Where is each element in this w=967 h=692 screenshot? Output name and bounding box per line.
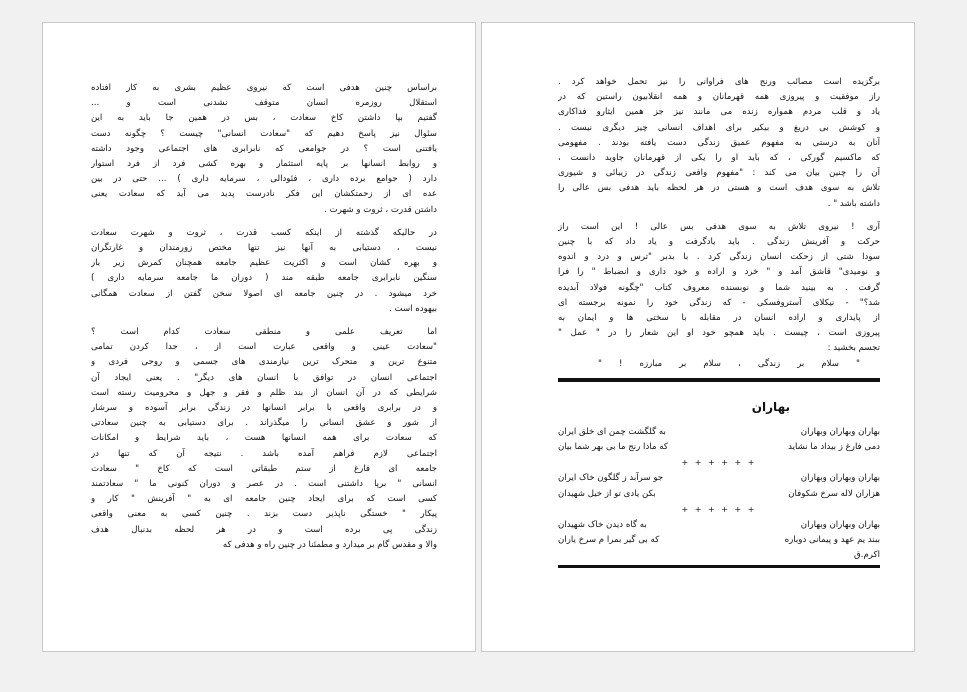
text-line: راز موفقیت و پیروزی همه قهرمانان و همه انقلابیون راستین که در (558, 92, 880, 103)
text-line: انسانی " برپا داشتنی است . در عصر و دوران کنونی ما " سعادتمند (91, 479, 437, 490)
text-line: براساس چنین هدفی است که نیروی عظیم بشری به کار افتاده (91, 83, 437, 93)
text-line: داشتن قدرت ، ثروت و شهرت . (324, 204, 437, 215)
text-line: آن را چنین بیان می کند : "مفهوم واقعی زندگی در زیبائی و شیوری (558, 168, 880, 179)
poem-verse (558, 440, 880, 455)
right-page-text (558, 75, 880, 568)
verse-first-half: بهاران وبهاران وبهاران (800, 473, 880, 484)
slogan-underline (558, 378, 880, 382)
text-line: سئوال نیز پاسخ دهیم که "سعادت انسانی" چیست ؟ چگونه دست (91, 128, 437, 139)
verse-first-half: هزاران لاله سرخ شکوفان (788, 488, 880, 499)
text-line: کسی است که برای ایجاد چنین جامعه ای به " آفرینش " کار و (91, 494, 437, 505)
poem-verse (558, 533, 880, 548)
text-line: استقلال روزمره انسان متوقف نشدنی است و ... (91, 98, 437, 109)
left-page-text (91, 81, 437, 553)
text-line: متنوع ترین و متحرک ترین نیازمندی های جسمی و روحی فردی و (91, 357, 437, 368)
text-line: که ماکسیم گورکی ، که باید او را یکی از قهرمانان جاوید دانست ، (558, 153, 880, 164)
paragraph (558, 75, 880, 212)
text-line: داشته باشد " . (827, 198, 880, 209)
text-line: تجسم بخشید : (827, 343, 880, 354)
text-line: و در برابری واقعی با برابر انسانها در زندگی برابر آسوده و سرشار (91, 403, 437, 414)
stanza-separator: + + + + + + (681, 458, 757, 468)
text-line: اجتماعی لازم فراهم آمده باشد . نتیجه آن که تنها در (91, 448, 437, 459)
verse-first-half: دمی فارغ ز بیداد ما نشاید (788, 442, 880, 453)
text-line: برگزیده است مصائب ورنج های فراوانی را نیز تحمل خواهد کرد . (558, 77, 880, 87)
text-line: شد؟" - نیکلای آستروفسکی - که زندگی خود را نمونه برجسته ای (558, 297, 880, 308)
poem-signature: اکرم.ق (854, 550, 880, 561)
text-line: نیست ، دستیابی به آنها نیز تنها مختص زورمندان و غارتگران (91, 243, 437, 254)
text-line: یاد و قلب مردم همواره زنده می مانند نیز جز همین ایثارو فداکاری (558, 107, 880, 118)
text-line: یافتنی است ؟ در جوامعی که نابرابری های اجتماعی وجود داشته (91, 143, 437, 154)
text-line: آری ! نیروی تلاش به سوی هدفی بس عالی ! این است راز (558, 221, 880, 232)
text-line: که سعادت برای همه انسانها هست ، باید شرایط و امکانات (91, 433, 437, 444)
text-line: والا و مقدس گام بر میدارد و مطمئنا در چنین راه و هدفی که (222, 539, 437, 550)
verse-first-half: ببند یم عهد و پیمانی دوباره (784, 535, 880, 546)
text-line: حرکت و آفرینش زندگی . باید یادگرفت و یاد داد که با چنین (558, 237, 880, 248)
text-line: جامعه ای فارغ از ستم طبقاتی است که کاخ " سعادت (91, 463, 437, 474)
text-line: از پایداری و اراده انسان در مقابله با سختی ها و ایمان به (558, 313, 880, 324)
text-line: تلاش به سوی هدف است و هستی در هر لحظه باید هدفی بس عالی را (558, 183, 880, 194)
paragraph (91, 81, 437, 218)
paragraph (91, 325, 437, 553)
left-page (42, 22, 476, 652)
poem-body (558, 425, 880, 548)
text-line: پیروزی است ، چیست . باید همچو خود او این شعار را در " عمل " (558, 328, 880, 339)
text-line: شرایطی که در آن انسان از بند ظلم و فقر و جهل و محرومیت رسته است (91, 387, 437, 398)
verse-first-half: بهاران وبهاران وبهاران (800, 427, 880, 438)
text-line: از شور و عشق انسانی را میگذراند . برای دستیابی به چنین سعادتی (91, 418, 437, 429)
poem-verse (558, 487, 880, 502)
verse-second-half: به گاه دیدن خاک شهیدان (558, 519, 647, 530)
text-line: پیکار " خستگی ناپذیر دست بزند . چنین کسی به معنی واقعی (91, 509, 437, 520)
right-page-paragraphs (558, 75, 880, 357)
paragraph (558, 220, 880, 357)
verse-second-half: به گلگشت چمن ای خلق ایران (558, 427, 666, 438)
paragraph (91, 226, 437, 317)
text-line: خرد میشود . در چنین جامعه ای اصولا سخن گفتن از سعادت همگانی (91, 288, 437, 299)
text-line: و نومیدی" قاشق آمد و " خرد و اراده و خود داری و انضباط " را فرا (558, 267, 880, 278)
verse-first-half: بهاران وبهاران وبهاران (800, 519, 880, 530)
text-line: و بهره کشان است و اکثریت عظیم جامعه همچنان کمرش زیر بار (91, 258, 437, 269)
text-line: سنگین نابرابری جامعه طبقه مند ( دوران ما جامعه سرمایه داری ) (91, 273, 437, 284)
verse-second-half: بکن یادی تو از خیل شهیدان (558, 488, 656, 499)
stanza-separator: + + + + + + (681, 504, 757, 514)
text-line: آنان به درستی به مفهوم عمیق زندگی دست یافته بودند . مفهومی (558, 137, 880, 148)
text-line: "سعادت عینی و واقعی عبارت است از ، جدا کردن تمامی (91, 342, 437, 353)
poem-verse (558, 518, 880, 533)
text-line: اما تعریف علمی و منطقی سعادت کدام است ؟ (91, 327, 437, 338)
text-line: گرفت . به بینید شما و نوبسنده معروف کتاب "چگونه فولاد آبدیده (558, 282, 880, 293)
right-page (481, 22, 915, 652)
verse-second-half: که بی گیر بمرا م سرخ یاران (558, 535, 660, 546)
poem-title: بهاران (751, 399, 790, 414)
text-line: عده ای از زحمتکشان این فکر نادرست پدید می آید که سعادت یعنی (91, 189, 437, 200)
text-line: زندگی پی برده است و در هر لحظه بدنبال هدف (91, 524, 437, 535)
poem-verse (558, 425, 880, 440)
poem-bottom-rule (558, 565, 880, 568)
text-line: سودا شتی از زحکت انسان زندگی کرد . با بدبر "ترس و درد و اندوه (558, 252, 880, 263)
verse-second-half: جو سرآبد ز گلگون خاک ایران (558, 473, 664, 484)
text-line: گفتیم بپا داشتن کاخ سعادت ، بس در همین جا باید به این (91, 113, 437, 124)
text-line: دارد ( جوامع برده داری ، فئودالی ، سرمایه داری ) ... حتی در بین (91, 174, 437, 185)
text-line: و روابط انسانها بر پایه استثمار و بهره کشی فرد از فرد استوار (91, 159, 437, 170)
verse-second-half: که مادا رنج ما بی بهر شما بیان (558, 442, 668, 453)
poem-verse (558, 471, 880, 486)
text-line: اجتماعی انسان در توافق با انسان های دیگر" . یعنی ایجاد آن (91, 372, 437, 383)
text-line: و کوشش بی دریغ و بیکیر برای اهداف انسانی چیز دیگری نیست . (558, 122, 880, 133)
text-line: بیهوده است . (389, 303, 437, 314)
text-line: در حالیکه گذشته از اینکه کسب قدرت ، ثروت و شهرت سعادت (91, 227, 437, 238)
slogan: " سلام بر زندگی ، سلام بر مبارزه ! " (598, 358, 860, 369)
